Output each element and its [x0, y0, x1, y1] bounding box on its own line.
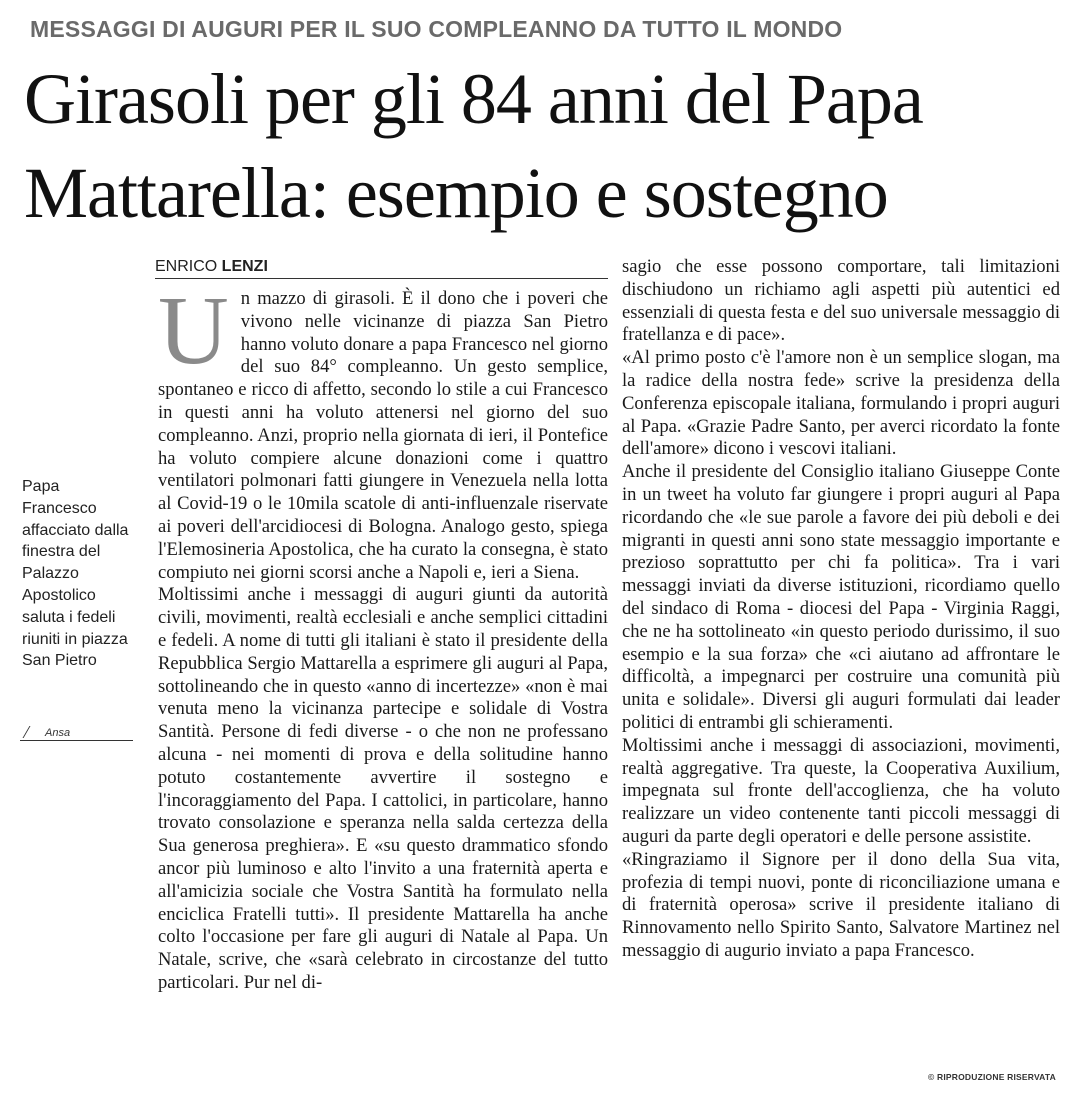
photo-credit: [20, 726, 133, 741]
photo-caption: Papa Francesco affacciato dalla finestra del Palazzo Apostolico saluta i fedeli riuniti in piazza San Pietro: [22, 478, 129, 670]
paragraph-text: n mazzo di girasoli. È il dono che i poveri che vivono nelle vicinanze di piazza San Pietro hanno voluto donare a papa Francesco nel giorno del suo 84° compleanno. Un gesto semplice, spontaneo e ricco di affetto, secondo lo stile a cui Francesco in questi anni ha voluto attenersi nel giorno del suo compleanno. Anzi, proprio nella giornata di ieri, il Pontefice ha voluto compiere alcune donazioni come i quattro ventilatori polmonari fatti giungere in Venezuela nella lotta al Covid-19 o le 10mila scatole di anti-influenzale riservate ai poveri dell'arcidiocesi di Bologna. Analogo gesto, spiega l'Elemosineria Apostolica, che ha curato la consegna, è stato compiuto nei giorni scorsi anche a Napoli e, ieri a Siena.: [158, 288, 608, 583]
article-paragraph: Moltissimi anche i messaggi di associazioni, movimenti, realtà aggregative. Tra queste, la Cooperativa Auxilium, impegnata sul fronte dell'accoglienza, che ha voluto realizzare un video contenente tanti piccoli messaggi di auguri da parte degli operatori e delle persone assistite.: [622, 734, 1060, 847]
article-paragraph: [158, 277, 608, 584]
article-column-1: [158, 277, 608, 995]
article-column-2: [622, 256, 1060, 963]
copyright-notice: © RIPRODUZIONE RISERVATA: [927, 1072, 1056, 1082]
article-paragraph: sagio che esse possono comportare, tali limitazioni dischiudono un richiamo agli aspetti più autentici ed essenziali di questa festa e del suo universale messaggio di fratellanza e di pace».: [622, 256, 1060, 346]
byline: [155, 258, 608, 279]
byline-last-name: LENZI: [221, 258, 268, 275]
photo-credit-label: Ansa: [45, 727, 71, 739]
credit-slash-icon: [23, 726, 41, 738]
byline-first-name: ENRICO: [155, 258, 222, 275]
headline-line-1: Girasoli per gli 84 anni del Papa: [24, 59, 923, 139]
headline-line-2: Mattarella: esempio e sostegno: [24, 153, 888, 233]
article-paragraph: Moltissimi anche i messaggi di auguri giunti da autorità civili, movimenti, realtà ecclesiali e anche semplici cittadini e fedeli. A nome di tutti gli italiani è stato il presidente della Repubblica Sergio Mattarella a esprimere gli auguri al Papa, sottolineando che in questo «anno di incertezze» «non è mai venuta meno la vicinanza partecipe e solidale di Vostra Santità. Persone di fedi diverse - o che non ne professano alcuna - nei momenti di prova e della solitudine hanno potuto costantemente avvertire il sostegno e l'incoraggiamento del Papa. I cattolici, in particolare, hanno trovato consolazione e speranza nella salda certezza della Sua generosa preghiera». E «su questo drammatico sfondo ancor più luminoso e alto l'invito a una fraternità aperta e all'amicizia sociale che Vostra Santità ha formulato nella enciclica Fratelli tutti». Il presidente Mattarella ha anche colto l'occasione per fare gli auguri di Natale al Papa. Un Natale, scrive, che «sarà celebrato in circostanze del tutto particolari. Pur nel di-: [158, 584, 608, 993]
article-paragraph: «Al primo posto c'è l'amore non è un semplice slogan, ma la radice della nostra fede» scrive la presidenza della Conferenza episcopale italiana, formulando i propri auguri al Papa. «Grazie Padre Santo, per averci ricordato la fonte dell'amore» dicono i vescovi italiani.: [622, 347, 1060, 460]
headline: [24, 52, 1064, 240]
article-paragraph: «Ringraziamo il Signore per il dono della Sua vita, profezia di tempi nuovi, ponte di riconciliazione umana e di fraternità operosa» scrive il presidente italiano di Rinnovamento nello Spirito Santo, Salvatore Martinez nel messaggio di augurio inviato a papa Francesco.: [622, 848, 1060, 961]
kicker: MESSAGGI DI AUGURI PER IL SUO COMPLEANNO DA TUTTO IL MONDO: [30, 16, 843, 42]
article-paragraph: Anche il presidente del Consiglio italiano Giuseppe Conte in un tweet ha voluto far giungere i propri auguri al Papa ricordando che «le sue parole a favore dei più deboli e dei migranti in questi anni sono state messaggio importante e prezioso soprattutto per chi fa politica». Tra i vari messaggi inviati da diverse istituzioni, ricordiamo quello del sindaco di Roma - diocesi del Papa - Virginia Raggi, che ne ha sottolineato «in questo periodo durissimo, il suo esempio e la sua forza» che «ci aiutano ad affrontare le difficoltà, a impegnarci per costruire una comunità più unita e solidale». Diversi gli auguri formulati dai leader politici di entrambi gli schieramenti.: [622, 461, 1060, 733]
drop-cap: U: [158, 277, 229, 385]
